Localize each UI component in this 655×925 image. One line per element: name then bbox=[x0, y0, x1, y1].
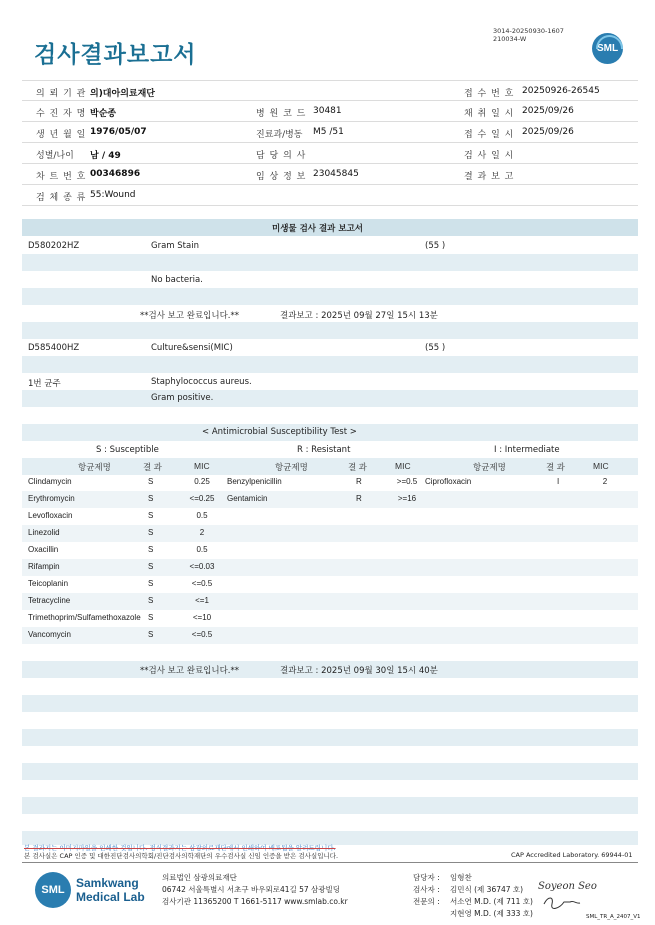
drug-mic: >=0.5 bbox=[396, 477, 418, 486]
drug-name: Teicoplanin bbox=[28, 579, 69, 588]
drug-result: R bbox=[356, 494, 362, 503]
sex-age-value: 남 / 49 bbox=[90, 151, 121, 161]
label-sex-age: 성별/나이 bbox=[36, 151, 74, 161]
signature: Soyeon Seo bbox=[538, 881, 597, 892]
isolate-label: 1번 균주 bbox=[28, 379, 61, 389]
isolate-gram: Gram positive. bbox=[151, 393, 214, 403]
patient-name-value: 박순종 bbox=[90, 109, 117, 119]
sml-logo-icon: SML bbox=[35, 872, 71, 908]
drug-result: I bbox=[557, 477, 560, 486]
lab-name: Samkwang Medical Lab bbox=[76, 876, 145, 904]
col-drug: 항균제명 bbox=[78, 462, 111, 472]
drug-mic: <=0.5 bbox=[191, 630, 213, 639]
label-receipt-date: 접 수 일 시 bbox=[464, 130, 515, 140]
drug-name: Oxacillin bbox=[28, 545, 59, 554]
test-code: D585400HZ bbox=[28, 343, 80, 353]
specimen-count: (55 ) bbox=[425, 241, 446, 251]
form-code: SML_TR_A_2407_V1 bbox=[586, 914, 641, 920]
birth-date-value: 1976/05/07 bbox=[90, 127, 147, 137]
drug-result: R bbox=[356, 477, 362, 486]
band bbox=[22, 797, 638, 814]
ast-title-band bbox=[22, 424, 638, 441]
drug-mic: 0.25 bbox=[194, 477, 210, 486]
info-row bbox=[22, 101, 638, 122]
info-row bbox=[22, 80, 638, 101]
band bbox=[22, 390, 638, 407]
cap-accreditation: CAP Accredited Laboratory. 69944-01 bbox=[511, 851, 633, 859]
isolate-name: Staphylococcus aureus. bbox=[151, 377, 252, 387]
band bbox=[22, 695, 638, 712]
legend-resistant: R : Resistant bbox=[297, 445, 351, 455]
test-code: D580202HZ bbox=[28, 241, 80, 251]
drug-result: S bbox=[148, 562, 154, 571]
col-mic: MIC bbox=[194, 461, 210, 471]
test-name: Gram Stain bbox=[151, 241, 199, 251]
label-test-date: 검 사 일 시 bbox=[464, 151, 515, 161]
band bbox=[22, 322, 638, 339]
drug-mic: <=10 bbox=[192, 613, 212, 622]
ast-column-header bbox=[22, 458, 638, 475]
label-collection-date: 채 취 일 시 bbox=[464, 109, 515, 119]
band bbox=[22, 356, 638, 373]
drug-name: Levofloxacin bbox=[28, 511, 73, 520]
band bbox=[22, 661, 638, 678]
drug-result: S bbox=[148, 528, 154, 537]
label-chart-no: 차 트 번 호 bbox=[36, 172, 87, 182]
section-header bbox=[22, 219, 638, 236]
drug-name: Clindamycin bbox=[28, 477, 72, 486]
drug-name: Trimethoprim/Sulfamethoxazole bbox=[28, 613, 141, 622]
collection-date-value: 2025/09/26 bbox=[522, 106, 574, 116]
drug-mic: 0.5 bbox=[196, 511, 208, 520]
report-time: 결과보고 : 2025년 09월 27일 15시 13분 bbox=[280, 311, 438, 321]
requesting-org-value: 의)대아의료재단 bbox=[90, 89, 155, 99]
signature-2-icon bbox=[540, 894, 582, 910]
drug-name: Benzylpenicillin bbox=[227, 477, 282, 486]
label-physician: 담 당 의 사 bbox=[256, 151, 307, 161]
drug-mic: 2 bbox=[199, 528, 205, 537]
drug-mic: 2 bbox=[602, 477, 608, 486]
specimen-count: (55 ) bbox=[425, 343, 446, 353]
staff-labels: 담당자 : 검사자 : 전문의 : bbox=[413, 873, 440, 906]
drug-result: S bbox=[148, 477, 154, 486]
drug-mic: >=16 bbox=[397, 494, 417, 503]
col-result: 결 과 bbox=[143, 462, 162, 472]
label-birth-date: 생 년 월 일 bbox=[36, 130, 87, 140]
drug-result: S bbox=[148, 494, 154, 503]
info-row bbox=[22, 143, 638, 164]
certification-note: 본 검사실은 CAP 인증 및 대한진단검사의학회/진단검사의학재단의 우수검사실 신임 인증을 받은 검사실입니다. bbox=[24, 852, 339, 860]
completion-note: **검사 보고 완료입니다.** bbox=[140, 666, 240, 676]
info-row bbox=[22, 164, 638, 185]
band bbox=[22, 729, 638, 746]
image-copy-notice: 본 결과지는 이미지파일을 인쇄한 것입니다. 정식결과지는 삼광의료재단에서 인쇄하여 배포됨을 알려드립니다. bbox=[24, 844, 336, 852]
label-hospital-code: 병 원 코 드 bbox=[256, 109, 307, 119]
chart-no-value: 00346896 bbox=[90, 169, 141, 179]
drug-mic: <=0.25 bbox=[189, 494, 215, 503]
test-name: Culture&sensi(MIC) bbox=[151, 343, 233, 353]
col-result: 결 과 bbox=[546, 462, 565, 472]
clinical-info-value: 23045845 bbox=[313, 169, 359, 179]
band bbox=[22, 763, 638, 780]
band bbox=[22, 491, 638, 508]
band bbox=[22, 525, 638, 542]
drug-mic: 0.5 bbox=[196, 545, 208, 554]
drug-result: S bbox=[148, 613, 154, 622]
completion-note: **검사 보고 완료입니다.** bbox=[140, 311, 240, 321]
lab-address: 의료법인 삼광의료재단 06742 서울특별시 서초구 바우뫼로41길 57 삼광빌딩 검사기관 11365200 T 1661-5117 www.smlab.co.kr bbox=[162, 873, 348, 906]
department-value: M5 /51 bbox=[313, 127, 344, 137]
page-title: 검사결과보고서 bbox=[34, 42, 197, 68]
label-clinical-info: 임 상 정 보 bbox=[256, 172, 307, 182]
col-drug: 항균제명 bbox=[275, 462, 308, 472]
col-result: 결 과 bbox=[348, 462, 367, 472]
report-time: 결과보고 : 2025년 09월 30일 15시 40분 bbox=[280, 666, 438, 676]
col-mic: MIC bbox=[593, 461, 609, 471]
info-row bbox=[22, 185, 638, 206]
drug-result: S bbox=[148, 596, 154, 605]
drug-result: S bbox=[148, 630, 154, 639]
band bbox=[22, 593, 638, 610]
band bbox=[22, 288, 638, 305]
specimen-type-value: 55:Wound bbox=[90, 190, 136, 200]
col-mic: MIC bbox=[395, 461, 411, 471]
label-department: 진료과/병동 bbox=[256, 130, 303, 140]
drug-result: S bbox=[148, 579, 154, 588]
drug-mic: <=0.5 bbox=[191, 579, 213, 588]
legend-susceptible: S : Susceptible bbox=[96, 445, 159, 455]
drug-name: Rifampin bbox=[28, 562, 60, 571]
drug-name: Tetracycline bbox=[28, 596, 71, 605]
label-specimen-type: 검 체 종 류 bbox=[36, 193, 87, 203]
divider bbox=[22, 862, 638, 863]
staff-names: 임형찬 김민식 (제 36747 호) 서소연 M.D. (제 711 호) 지현영 M.D. (제 333 호) bbox=[450, 873, 533, 918]
label-accession-no: 접 수 번 호 bbox=[464, 89, 515, 99]
band bbox=[22, 254, 638, 271]
result-text: No bacteria. bbox=[151, 275, 203, 285]
receipt-date-value: 2025/09/26 bbox=[522, 127, 574, 137]
drug-result: S bbox=[148, 511, 154, 520]
band bbox=[22, 627, 638, 644]
drug-name: Vancomycin bbox=[28, 630, 71, 639]
label-patient-name: 수 진 자 명 bbox=[36, 109, 87, 119]
col-drug: 항균제명 bbox=[473, 462, 506, 472]
accession-no-value: 20250926-26545 bbox=[522, 86, 600, 96]
drug-name: Linezolid bbox=[28, 528, 60, 537]
label-result-report: 결 과 보 고 bbox=[464, 172, 515, 182]
drug-name: Ciprofloxacin bbox=[425, 477, 472, 486]
band bbox=[22, 559, 638, 576]
ast-title: < Antimicrobial Susceptibility Test > bbox=[202, 427, 357, 437]
label-requesting-org: 의 뢰 기 관 bbox=[36, 89, 87, 99]
document-id: 3014-20250930-1607 210034-W bbox=[493, 27, 564, 43]
section-title: 미생물 검사 결과 보고서 bbox=[272, 224, 363, 234]
sml-logo-icon: SML bbox=[592, 33, 623, 64]
info-row bbox=[22, 122, 638, 143]
drug-name: Erythromycin bbox=[28, 494, 75, 503]
drug-result: S bbox=[148, 545, 154, 554]
hospital-code-value: 30481 bbox=[313, 106, 342, 116]
drug-mic: <=1 bbox=[195, 596, 209, 605]
drug-name: Gentamicin bbox=[227, 494, 268, 503]
drug-mic: <=0.03 bbox=[189, 562, 215, 571]
legend-intermediate: I : Intermediate bbox=[494, 445, 560, 455]
